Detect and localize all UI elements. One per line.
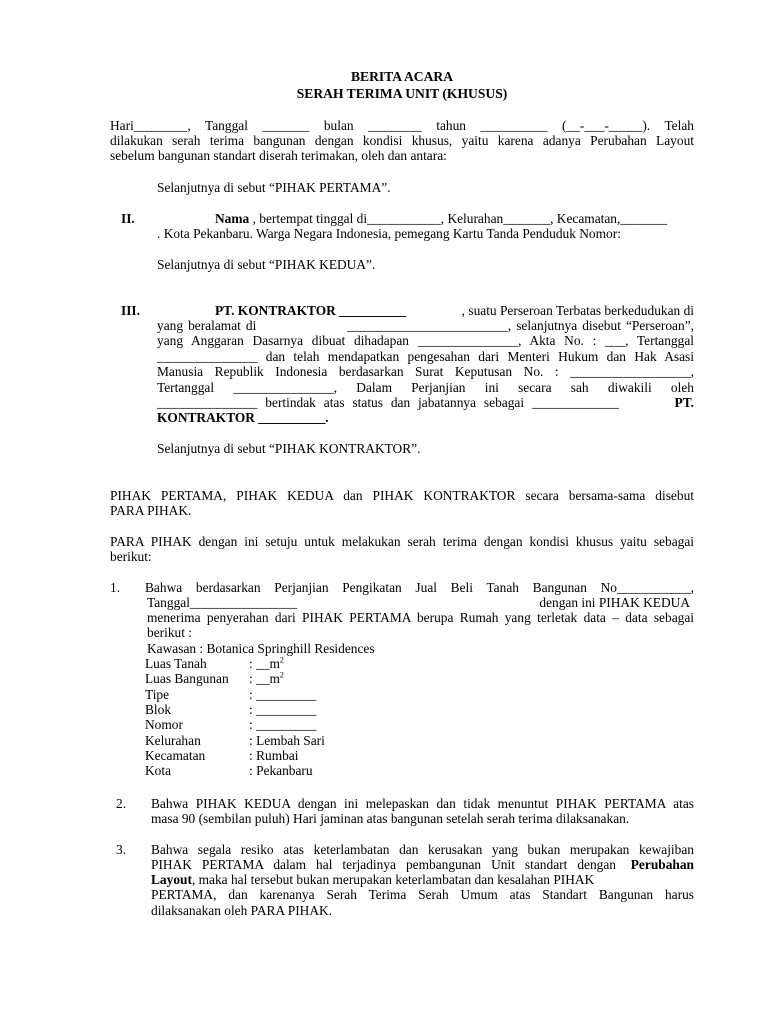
intro-line-3: sebelum bangunan standart diserah terimakan, oleh dan antara: — [110, 148, 447, 163]
item2-line-2: masa 90 (sembilan puluh) Hari jaminan atas bangunan setelah serah terima dilaksanakan. — [151, 811, 630, 826]
field-label: Kelurahan — [145, 732, 201, 748]
field-value — [249, 671, 284, 686]
field-value — [249, 748, 298, 763]
document-subtitle: SERAH TERIMA UNIT (KHUSUS) — [296, 86, 508, 101]
field-value — [249, 763, 313, 778]
item3-number: 3. — [116, 842, 127, 857]
item1-line-2-rest: dengan ini PIHAK KEDUA — [539, 595, 690, 610]
party2-name-label: Nama — [215, 211, 250, 226]
field-value — [249, 656, 284, 671]
item3-line-3 — [151, 872, 694, 887]
party2-number: II. — [121, 211, 135, 226]
item3-line-3-bold: Layout — [151, 872, 192, 887]
party3-line-3: yang Anggaran Dasarnya dibuat dihadapan _______________, Akta No. : ___, Tertanggal — [157, 333, 694, 348]
field-value-text: : _________ — [249, 717, 317, 733]
field-value-text: : Rumbai — [249, 747, 299, 763]
field-label: Luas Tanah — [145, 656, 207, 671]
party3-line-4: _______________ dan telah mendapatkan pengesahan dari Menteri Hukum dan Hak Asasi — [157, 349, 694, 364]
party3-line-1-rest: , suatu Perseroan Terbatas berkedudukan di — [461, 303, 694, 318]
party3-line-8: KONTRAKTOR __________. — [157, 410, 329, 425]
party3-line-2: yang beralamat di ________________________, selanjutnya disebut “Perseroan”, — [157, 318, 694, 333]
field-unit-superscript: 2 — [279, 670, 284, 680]
field-value-text: : Pekanbaru — [249, 763, 313, 779]
item2-number: 2. — [116, 796, 127, 811]
party2-line-1 — [215, 211, 694, 226]
agreement-line-1: PARA PIHAK dengan ini setuju untuk melakukan serah terima dengan kondisi khusus yaitu sebagai — [110, 534, 694, 549]
field-value — [249, 717, 316, 732]
field-unit-superscript: 2 — [279, 655, 284, 665]
item1-number: 1. — [110, 580, 121, 595]
party1-referred: Selanjutnya di sebut “PIHAK PERTAMA”. — [157, 180, 391, 195]
item1-line-2-tanggal: Tanggal________________ — [147, 595, 298, 610]
intro-line-2: dilakukan serah terima bangunan dengan kondisi khusus, yaitu karena adanya Perubahan Layout — [110, 133, 694, 148]
field-value-text: : Lembah Sari — [249, 732, 325, 748]
intro-line-1: Hari________, Tanggal _______ bulan ________ tahun __________ (__-___-_____). Telah — [110, 118, 694, 133]
field-value-text: : __m — [249, 656, 280, 671]
item3-line-1: Bahwa segala resiko atas keterlambatan dan kerusakan yang bukan merupakan kewajiban — [151, 842, 694, 857]
field-value-text: : _________ — [249, 701, 317, 717]
party2-line-1-rest: , bertempat tinggal di___________, Kelurahan_______, Kecamatan,_______ — [249, 211, 668, 226]
parties-together-line-2: PARA PIHAK. — [110, 503, 192, 518]
party3-line-6: Tertanggal _______________, Dalam Perjanjian ini secara sah diwakili oleh — [157, 380, 694, 395]
party3-company: PT. KONTRAKTOR __________ — [215, 303, 407, 318]
party3-referred: Selanjutnya di sebut “PIHAK KONTRAKTOR”. — [157, 441, 421, 456]
field-label: Tipe — [145, 686, 170, 702]
party3-line-5: Manusia Republik Indonesia berdasarkan Surat Keputusan No. : __________________, — [157, 364, 694, 379]
agreement-line-2: berikut: — [110, 549, 152, 564]
party2-referred: Selanjutnya di sebut “PIHAK KEDUA”. — [157, 257, 376, 272]
party3-line-7: _______________ bertindak atas status dan jabatannya sebagai _____________ — [157, 395, 619, 410]
item1-line-1: Bahwa berdasarkan Perjanjian Pengikatan Jual Beli Tanah Bangunan No___________, — [145, 580, 694, 595]
field-label: Blok — [145, 701, 172, 717]
party3-number: III. — [121, 303, 140, 318]
field-value — [249, 687, 316, 702]
item1-line-3: menerima penyerahan dari PIHAK PERTAMA berupa Rumah yang terletak data – data sebagai — [147, 610, 694, 625]
field-label: Luas Bangunan — [145, 671, 229, 687]
item3-line-4: PERTAMA, dan karenanya Serah Terima Serah Umum atas Standart Bangunan harus — [151, 887, 694, 902]
item3-line-2: PIHAK PERTAMA dalam hal terjadinya pembangunan Unit standart dengan — [151, 857, 616, 872]
field-value — [249, 702, 316, 717]
item3-line-2-bold: Perubahan — [630, 857, 694, 872]
field-label: Nomor — [145, 717, 183, 733]
party3-line-7-pt: PT. — [674, 395, 694, 410]
item2-line-1: Bahwa PIHAK KEDUA dengan ini melepaskan dan tidak menuntut PIHAK PERTAMA atas — [151, 796, 694, 811]
party2-line-2: . Kota Pekanbaru. Warga Negara Indonesia, pemegang Kartu Tanda Penduduk Nomor: — [157, 226, 621, 241]
field-label: Kecamatan — [145, 747, 206, 763]
item3-line-3-rest: , maka hal tersebut bukan merupakan keterlambatan dan kesalahan PIHAK — [191, 872, 595, 887]
item1-line-4: berikut : — [147, 625, 192, 640]
field-value-text: : _________ — [249, 686, 317, 702]
field-value-text: : __m — [249, 671, 280, 687]
field-label: Kota — [145, 763, 172, 779]
document-title: BERITA ACARA — [350, 69, 454, 84]
item1-kawasan: Kawasan : Botanica Springhill Residences — [147, 641, 375, 656]
field-value — [249, 733, 325, 748]
parties-together-line-1: PIHAK PERTAMA, PIHAK KEDUA dan PIHAK KONTRAKTOR secara bersama-sama disebut — [110, 488, 694, 503]
item3-line-5: dilaksanakan oleh PARA PIHAK. — [151, 903, 333, 918]
